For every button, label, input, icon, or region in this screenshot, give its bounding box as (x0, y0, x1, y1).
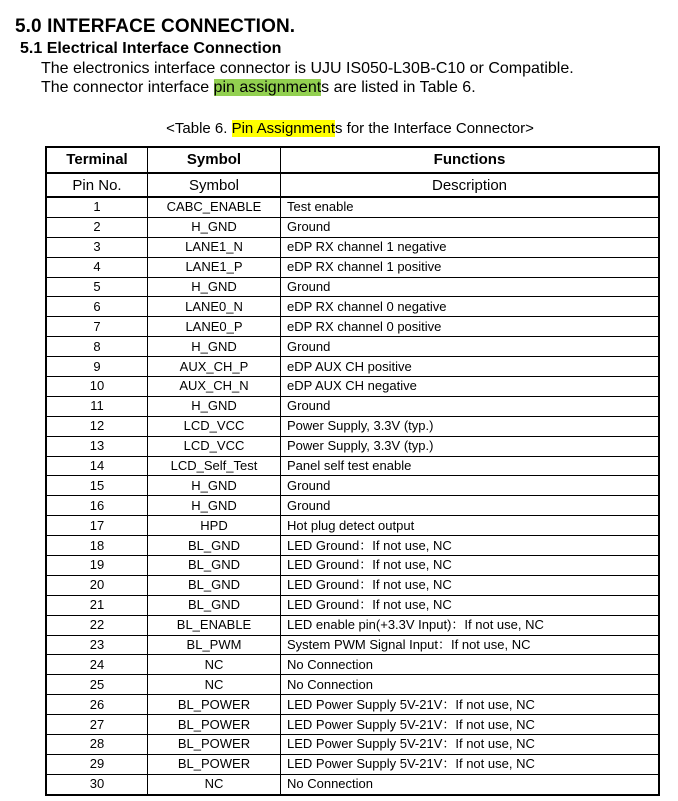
pin-number-cell: 2 (46, 217, 148, 237)
symbol-cell: LCD_VCC (148, 416, 281, 436)
description-cell: No Connection (281, 675, 660, 695)
table-row (46, 317, 659, 337)
pin-number-cell: 9 (46, 357, 148, 377)
pin-number-cell: 3 (46, 237, 148, 257)
table-row (46, 217, 659, 237)
table-row (46, 635, 659, 655)
symbol-cell: BL_ENABLE (148, 615, 281, 635)
symbol-cell: LANE1_P (148, 257, 281, 277)
description-cell: eDP RX channel 0 positive (281, 317, 660, 337)
symbol-cell: LCD_VCC (148, 436, 281, 456)
para-text-after: s are listed in Table 6. (321, 79, 476, 96)
symbol-cell: LANE0_P (148, 317, 281, 337)
pin-number-cell: 23 (46, 635, 148, 655)
table-row (46, 277, 659, 297)
symbol-cell: BL_POWER (148, 695, 281, 715)
header-terminal: Terminal (46, 147, 148, 173)
symbol-cell: CABC_ENABLE (148, 197, 281, 217)
symbol-cell: H_GND (148, 496, 281, 516)
pin-number-cell: 15 (46, 476, 148, 496)
table-row (46, 536, 659, 556)
table-caption (0, 120, 678, 137)
subheader-pin-no: Pin No. (46, 173, 148, 197)
subheader-description: Description (281, 173, 660, 197)
pin-number-cell: 10 (46, 377, 148, 397)
symbol-cell: BL_GND (148, 575, 281, 595)
description-cell: Ground (281, 277, 660, 297)
section-heading: 5.0 INTERFACE CONNECTION. (15, 16, 296, 37)
description-cell: LED Power Supply 5V-21V：If not use, NC (281, 735, 660, 755)
pin-number-cell: 4 (46, 257, 148, 277)
symbol-cell: BL_GND (148, 536, 281, 556)
symbol-cell: HPD (148, 516, 281, 536)
description-cell: LED Power Supply 5V-21V：If not use, NC (281, 715, 660, 735)
symbol-cell: AUX_CH_P (148, 357, 281, 377)
description-cell: LED Power Supply 5V-21V：If not use, NC (281, 754, 660, 774)
pin-number-cell: 5 (46, 277, 148, 297)
subheader-symbol: Symbol (148, 173, 281, 197)
symbol-cell: NC (148, 675, 281, 695)
table-row (46, 695, 659, 715)
para-text-before: The connector interface (41, 79, 214, 96)
pin-number-cell: 20 (46, 575, 148, 595)
header-symbol: Symbol (148, 147, 281, 173)
pin-number-cell: 24 (46, 655, 148, 675)
caption-text-before: <Table 6. (166, 120, 232, 137)
pin-assignment-table (45, 146, 660, 796)
table-header-row (46, 147, 659, 173)
description-cell: System PWM Signal Input：If not use, NC (281, 635, 660, 655)
caption-text-after: s for the Interface Connector> (334, 120, 534, 137)
symbol-cell: H_GND (148, 217, 281, 237)
symbol-cell: H_GND (148, 476, 281, 496)
table-subheader-row (46, 173, 659, 197)
table-row (46, 257, 659, 277)
table-row (46, 715, 659, 735)
table-row (46, 456, 659, 476)
description-cell: eDP AUX CH negative (281, 377, 660, 397)
description-cell: LED Ground：If not use, NC (281, 575, 660, 595)
header-functions: Functions (281, 147, 660, 173)
pin-number-cell: 19 (46, 556, 148, 576)
symbol-cell: NC (148, 774, 281, 794)
description-cell: eDP RX channel 0 negative (281, 297, 660, 317)
symbol-cell: LCD_Self_Test (148, 456, 281, 476)
symbol-cell: BL_GND (148, 595, 281, 615)
description-cell: Ground (281, 217, 660, 237)
table-row (46, 774, 659, 794)
table-row (46, 377, 659, 397)
description-cell: Test enable (281, 197, 660, 217)
table-row (46, 416, 659, 436)
table-row (46, 556, 659, 576)
description-cell: Power Supply, 3.3V (typ.) (281, 416, 660, 436)
pin-number-cell: 6 (46, 297, 148, 317)
symbol-cell: BL_GND (148, 556, 281, 576)
symbol-cell: H_GND (148, 396, 281, 416)
green-highlight: pin assignment (213, 79, 322, 96)
description-cell: eDP AUX CH positive (281, 357, 660, 377)
pin-assignment-paragraph (41, 79, 476, 97)
description-cell: Ground (281, 496, 660, 516)
pin-number-cell: 11 (46, 396, 148, 416)
table-row (46, 754, 659, 774)
subsection-heading: 5.1 Electrical Interface Connection (20, 40, 282, 57)
table-row (46, 357, 659, 377)
yellow-highlight: Pin Assignment (231, 120, 335, 137)
pin-number-cell: 16 (46, 496, 148, 516)
pin-number-cell: 12 (46, 416, 148, 436)
description-cell: eDP RX channel 1 negative (281, 237, 660, 257)
pin-number-cell: 30 (46, 774, 148, 794)
description-cell: LED Ground：If not use, NC (281, 595, 660, 615)
table-row (46, 476, 659, 496)
description-cell: LED Ground：If not use, NC (281, 536, 660, 556)
symbol-cell: AUX_CH_N (148, 377, 281, 397)
description-cell: Ground (281, 396, 660, 416)
description-cell: LED enable pin(+3.3V Input)：If not use, NC (281, 615, 660, 635)
pin-number-cell: 26 (46, 695, 148, 715)
description-cell: No Connection (281, 774, 660, 794)
symbol-cell: BL_POWER (148, 735, 281, 755)
description-cell: Ground (281, 476, 660, 496)
table-row (46, 615, 659, 635)
symbol-cell: BL_POWER (148, 715, 281, 735)
symbol-cell: BL_PWM (148, 635, 281, 655)
description-cell: LED Power Supply 5V-21V：If not use, NC (281, 695, 660, 715)
pin-number-cell: 1 (46, 197, 148, 217)
symbol-cell: H_GND (148, 337, 281, 357)
table-row (46, 496, 659, 516)
symbol-cell: LANE0_N (148, 297, 281, 317)
pin-number-cell: 21 (46, 595, 148, 615)
description-cell: No Connection (281, 655, 660, 675)
table-row (46, 595, 659, 615)
connector-paragraph: The electronics interface connector is UJU IS050-L30B-C10 or Compatible. (41, 60, 574, 77)
pin-number-cell: 25 (46, 675, 148, 695)
table-row (46, 396, 659, 416)
pin-number-cell: 29 (46, 754, 148, 774)
symbol-cell: LANE1_N (148, 237, 281, 257)
table-row (46, 655, 659, 675)
description-cell: LED Ground：If not use, NC (281, 556, 660, 576)
pin-number-cell: 28 (46, 735, 148, 755)
table-row (46, 735, 659, 755)
symbol-cell: NC (148, 655, 281, 675)
description-cell: Panel self test enable (281, 456, 660, 476)
table-row (46, 436, 659, 456)
symbol-cell: H_GND (148, 277, 281, 297)
description-cell: Power Supply, 3.3V (typ.) (281, 436, 660, 456)
table-row (46, 237, 659, 257)
table-row (46, 675, 659, 695)
table-row (46, 516, 659, 536)
pin-number-cell: 8 (46, 337, 148, 357)
table-row (46, 297, 659, 317)
table-row (46, 337, 659, 357)
pin-number-cell: 18 (46, 536, 148, 556)
pin-number-cell: 7 (46, 317, 148, 337)
pin-number-cell: 17 (46, 516, 148, 536)
symbol-cell: BL_POWER (148, 754, 281, 774)
pin-number-cell: 22 (46, 615, 148, 635)
table-row (46, 197, 659, 217)
table-row (46, 575, 659, 595)
pin-number-cell: 14 (46, 456, 148, 476)
pin-number-cell: 13 (46, 436, 148, 456)
description-cell: eDP RX channel 1 positive (281, 257, 660, 277)
pin-number-cell: 27 (46, 715, 148, 735)
description-cell: Ground (281, 337, 660, 357)
description-cell: Hot plug detect output (281, 516, 660, 536)
